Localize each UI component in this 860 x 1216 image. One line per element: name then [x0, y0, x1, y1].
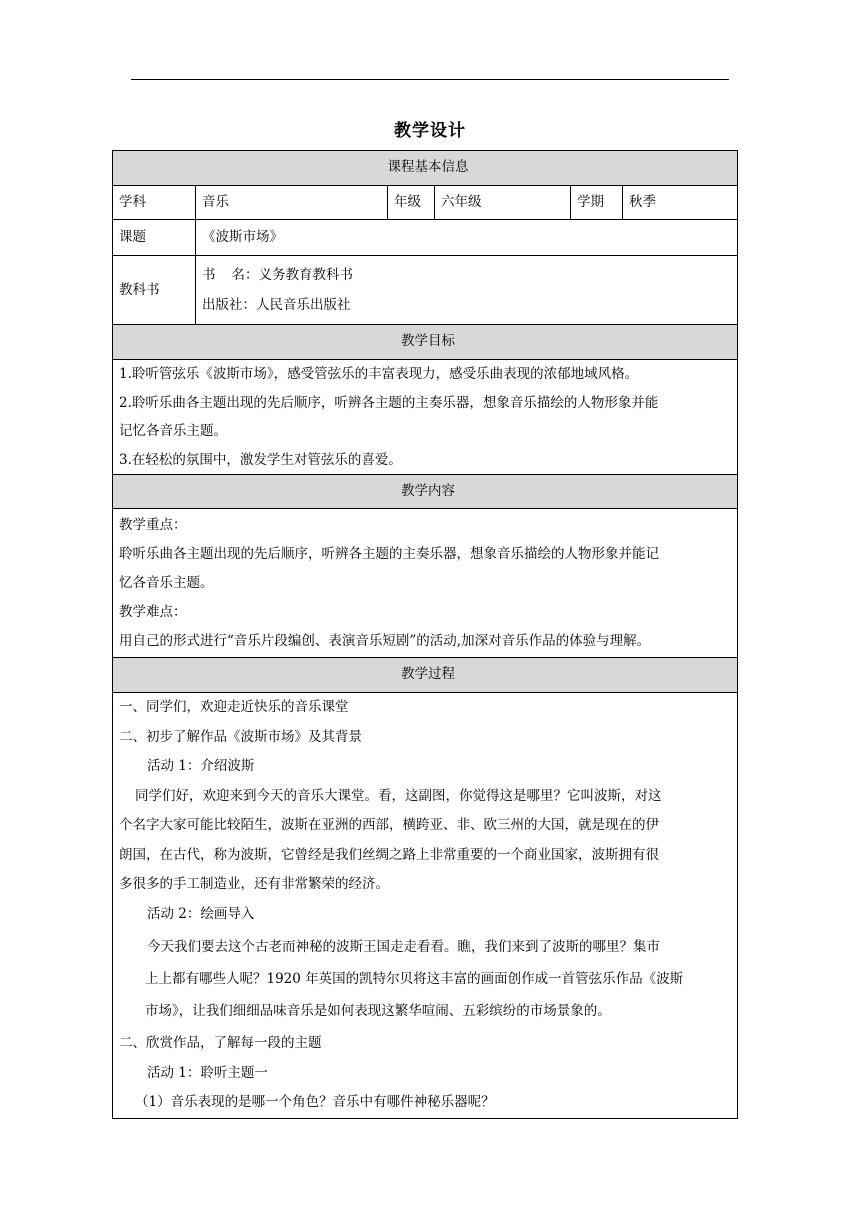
- activity-heading: 活动 2：绘画导入: [147, 905, 255, 922]
- document-title: 教学设计: [394, 121, 466, 141]
- process-paragraph-line: 朗国，在古代，称为波斯，它曾经是我们丝绸之路上非常重要的一个商业国家，波斯拥有很: [119, 846, 659, 863]
- activity-heading: 活动 1：介绍波斯: [147, 758, 255, 774]
- section-content: 教学内容: [113, 475, 738, 509]
- process-step: 二、初步了解作品《波斯市场》及其背景: [119, 728, 362, 745]
- difficulty-heading: 教学难点：: [119, 603, 187, 620]
- grade-label: 年级: [388, 186, 435, 220]
- goal-line: 记忆各音乐主题。: [119, 423, 227, 439]
- lesson-plan-table: [112, 150, 738, 1119]
- content-line: 聆听乐曲各主题出现的先后顺序，听辨各主题的主奏乐器，想象音乐描绘的人物形象并能记: [119, 545, 659, 562]
- goals-body: [113, 360, 738, 475]
- question-line: （1）音乐表现的是哪一个角色？音乐中有哪件神秘乐器呢？: [135, 1094, 495, 1110]
- process-paragraph-line: 同学们好，欢迎来到今天的音乐大课堂。看，这副图，你觉得这是哪里？它叫波斯，对这: [135, 787, 662, 804]
- content-line: 用自己的形式进行“音乐片段编创、表演音乐短剧”的活动,加深对音乐作品的体验与理解。: [119, 632, 651, 649]
- subject-label: 学科: [113, 186, 196, 220]
- term-value: 秋季: [623, 186, 738, 220]
- goal-line: 1.聆听管弦乐《波斯市场》，感受管弦乐的丰富表现力，感受乐曲表现的浓郁地域风格。: [119, 366, 639, 382]
- header-rule: [131, 79, 729, 80]
- process-paragraph-line: 个名字大家可能比较陌生，波斯在亚洲的西部，横跨亚、非、欧三州的大国，就是现在的伊: [119, 817, 659, 833]
- process-step: 一、同学们，欢迎走近快乐的音乐课堂: [119, 699, 349, 715]
- key-point-heading: 教学重点：: [119, 516, 187, 533]
- process-body: [113, 693, 738, 1119]
- textbook-info: [196, 256, 738, 325]
- publisher-line: 出版社：人民音乐出版社: [202, 297, 351, 313]
- term-label: 学期: [571, 186, 623, 220]
- topic-label: 课题: [113, 220, 196, 256]
- grade-value: 六年级: [435, 186, 571, 220]
- book-name-line: 书 名：义务教育教科书: [202, 267, 353, 283]
- goal-line: 2.聆听乐曲各主题出现的先后顺序，听辨各主题的主奏乐器，想象音乐描绘的人物形象并能: [119, 394, 659, 411]
- process-paragraph-line: 市场》，让我们细细品味音乐是如何表现这繁华喧闹、五彩缤纷的市场景象的。: [145, 1002, 611, 1019]
- textbook-label: 教科书: [113, 256, 196, 325]
- section-process: 教学过程: [113, 658, 738, 693]
- process-step: 二、欣赏作品，了解每一段的主题: [119, 1034, 322, 1051]
- goal-line: 3.在轻松的氛围中，激发学生对管弦乐的喜爱。: [119, 451, 402, 468]
- topic-value: 《波斯市场》: [196, 220, 738, 256]
- section-basic-info: 课程基本信息: [113, 151, 738, 186]
- content-line: 忆各音乐主题。: [119, 574, 214, 591]
- content-body: [113, 509, 738, 658]
- section-goals: 教学目标: [113, 325, 738, 360]
- process-paragraph-line: 今天我们要去这个古老而神秘的波斯王国走走看看。瞧，我们来到了波斯的哪里？集市: [147, 939, 660, 955]
- subject-value: 音乐: [196, 186, 388, 220]
- activity-heading: 活动 1：聆听主题一: [147, 1064, 268, 1081]
- process-paragraph-line: 多很多的手工制造业，还有非常繁荣的经济。: [119, 876, 389, 892]
- process-paragraph-line: 上上都有哪些人呢？1920 年英国的凯特尔贝将这丰富的画面创作成一首管弦乐作品《波斯: [145, 970, 684, 987]
